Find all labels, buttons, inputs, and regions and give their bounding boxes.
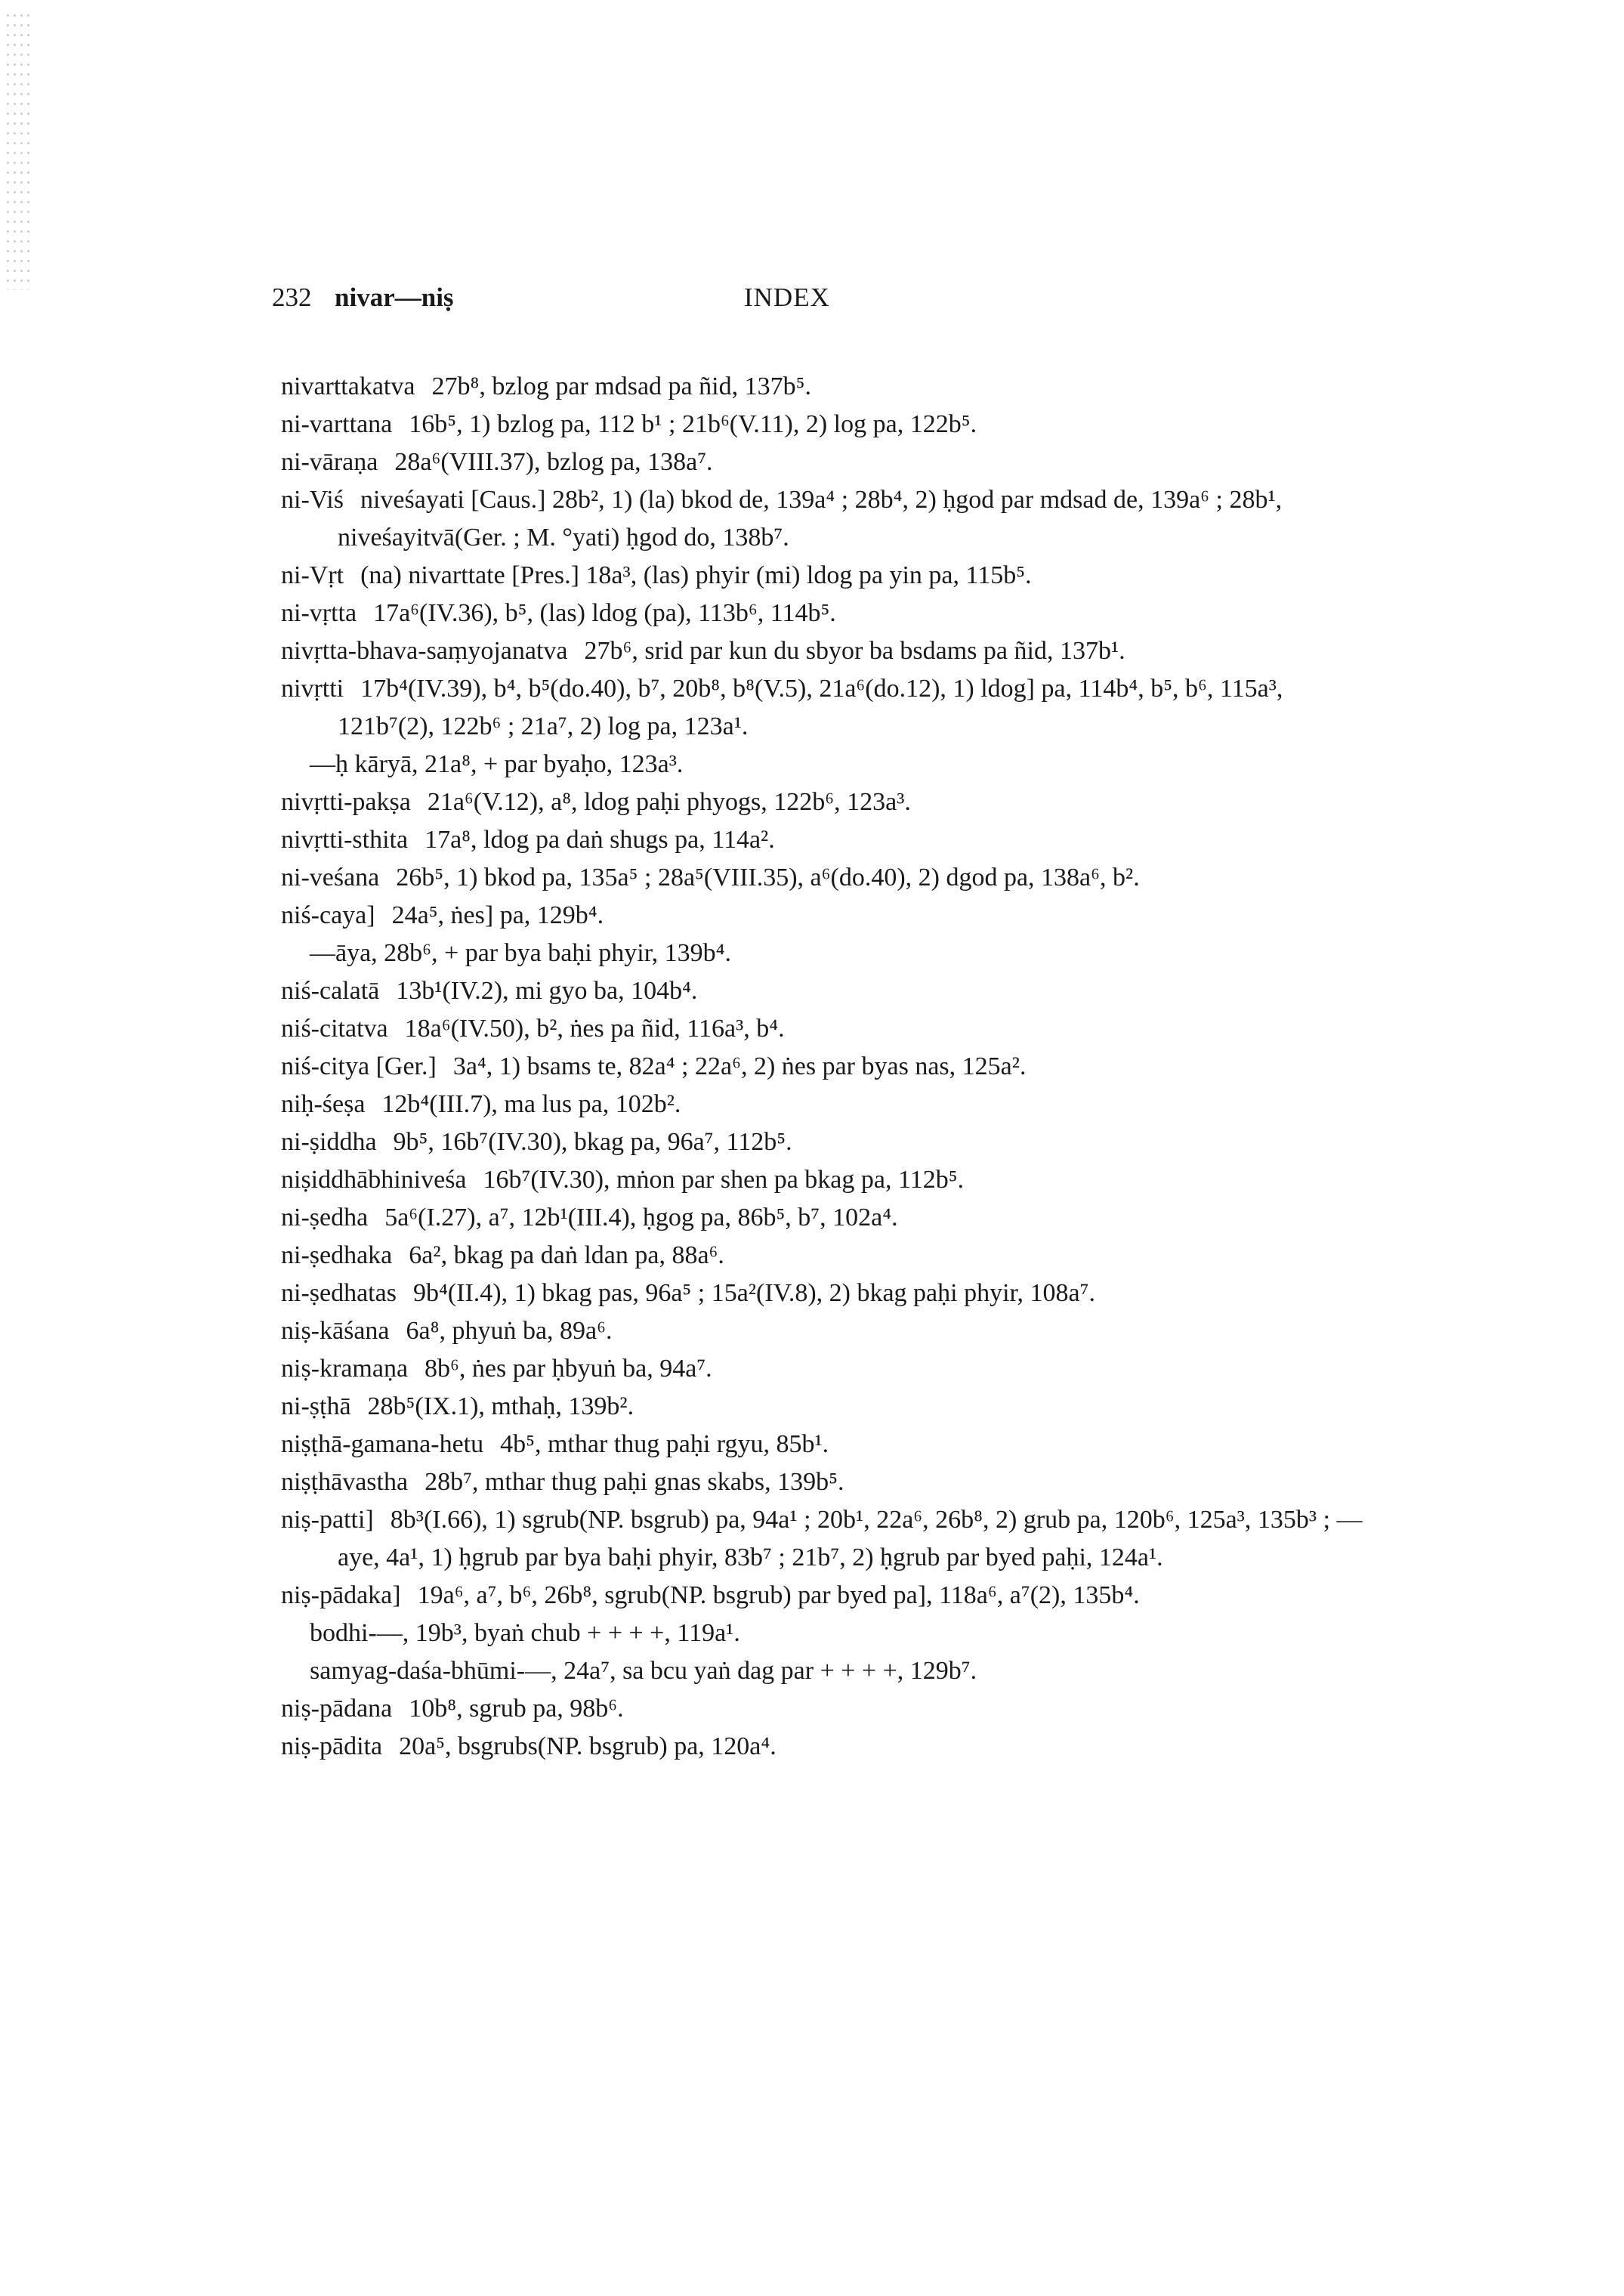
index-entry — [281, 557, 1372, 595]
entry-headword: ni-vṛtta — [281, 599, 357, 627]
entry-body: 27b⁸, bzlog par mdsad pa ñid, 137b⁵. — [431, 372, 811, 400]
index-entry — [281, 1577, 1372, 1615]
entry-body: 4b⁵, mthar thug paḥi rgyu, 85b¹. — [500, 1430, 829, 1458]
index-entry — [281, 1086, 1372, 1123]
index-entry — [281, 1350, 1372, 1388]
entry-body: 18a⁶(IV.50), b², ṅes pa ñid, 116a³, b⁴. — [404, 1015, 785, 1043]
index-entry — [281, 1048, 1372, 1086]
entry-body: 28a⁶(VIII.37), bzlog pa, 138a⁷. — [394, 448, 713, 476]
index-entry — [281, 972, 1372, 1010]
entry-headword: niś-calatā — [281, 977, 380, 1005]
entry-body: 17a⁶(IV.36), b⁵, (las) ldog (pa), 113b⁶, 114b⁵. — [373, 599, 836, 627]
entry-body: —āya, 28b⁶, + par bya baḥi phyir, 139b⁴. — [310, 939, 732, 967]
index-entry — [281, 1010, 1372, 1048]
scan-edge-artifact — [5, 11, 33, 290]
entry-body: 12b⁴(III.7), ma lus pa, 102b². — [381, 1090, 681, 1118]
page-title: INDEX — [744, 283, 830, 312]
entry-body: 5a⁶(I.27), a⁷, 12b¹(III.4), ḥgog pa, 86b⁵, b⁷, 102a⁴. — [384, 1204, 898, 1231]
entry-headword: ni-ṣṭhā — [281, 1392, 351, 1420]
entry-headword: niṣ-pādita — [281, 1732, 383, 1760]
index-entry — [281, 1275, 1372, 1312]
entry-headword: ni-ṣedhaka — [281, 1241, 393, 1269]
entry-body: 19a⁶, a⁷, b⁶, 26b⁸, sgrub(NP. bsgrub) par byed pa], 118a⁶, a⁷(2), 135b⁴. — [417, 1581, 1140, 1609]
entry-body: (na) nivarttate [Pres.] 18a³, (las) phyir (mi) ldog pa yin pa, 115b⁵. — [360, 561, 1032, 589]
entry-headword: nivṛtti-sthita — [281, 826, 409, 854]
index-entry — [281, 632, 1372, 670]
entry-body: 17b⁴(IV.39), b⁴, b⁵(do.40), b⁷, 20b⁸, b⁸(V.5), 21a⁶(do.12), 1) ldog] pa, 114b⁴, b⁵, b⁶, 115a³, 121b⁷(2), 122b⁶ ; 21a⁷, 2) log pa, 123a¹. — [338, 675, 1283, 740]
index-entry — [281, 1728, 1372, 1766]
index-entry — [281, 368, 1372, 406]
entry-headword: niṣiddhābhiniveśa — [281, 1166, 467, 1194]
entry-body: 28b⁵(IX.1), mthaḥ, 139b². — [367, 1392, 634, 1420]
index-entry — [281, 406, 1372, 443]
entry-body: 8b³(I.66), 1) sgrub(NP. bsgrub) pa, 94a¹ ; 20b¹, 22a⁶, 26b⁸, 2) grub pa, 120b⁶, 125a³, 135b³ ; —aye, 4a¹, 1) ḥgrub par bya baḥi phyir, 83b⁷ ; 21b⁷, 2) ḥgrub par byed paḥi, 124a¹. — [338, 1506, 1363, 1571]
index-entry — [281, 897, 1372, 935]
entry-body: 6a², bkag pa daṅ ldan pa, 88a⁶. — [409, 1241, 724, 1269]
index-entry — [281, 1388, 1372, 1426]
index-entry — [281, 1501, 1372, 1577]
entry-body: 6a⁸, phyuṅ ba, 89a⁶. — [406, 1317, 613, 1345]
entry-body: 16b⁷(IV.30), mṅon par shen pa bkag pa, 112b⁵. — [483, 1166, 965, 1194]
page-number: 232 — [272, 283, 312, 312]
entry-headword: ni-ṣedhatas — [281, 1279, 397, 1307]
index-entry — [281, 670, 1372, 746]
entry-body: 3a⁴, 1) bsams te, 82a⁴ ; 22a⁶, 2) ṅes par byas nas, 125a². — [452, 1052, 1027, 1080]
entry-headword: nivṛtti — [281, 675, 344, 703]
index-entry — [281, 1161, 1372, 1199]
entry-headword: niṣṭhā-gamana-hetu — [281, 1430, 484, 1458]
index-subentry — [310, 935, 1372, 972]
entry-body: —ḥ kāryā, 21a⁸, + par byaḥo, 123a³. — [310, 750, 684, 778]
entry-body: 24a⁵, ṅes] pa, 129b⁴. — [391, 901, 604, 929]
entry-headword: niś-citya [Ger.] — [281, 1052, 437, 1080]
entry-headword: nivṛtta-bhava-saṃyojanatva — [281, 637, 568, 665]
index-entry — [281, 1690, 1372, 1728]
entry-body: bodhi-—, 19b³, byaṅ chub + + + +, 119a¹. — [310, 1619, 740, 1647]
entry-headword: nivṛtti-pakṣa — [281, 788, 411, 816]
index-entry — [281, 481, 1372, 557]
entry-headword: niṣ-patti] — [281, 1506, 374, 1534]
entry-body: 20a⁵, bsgrubs(NP. bsgrub) pa, 120a⁴. — [399, 1732, 776, 1760]
entry-body: 13b¹(IV.2), mi gyo ba, 104b⁴. — [396, 977, 698, 1005]
entry-headword: niś-citatva — [281, 1015, 388, 1043]
entry-body: 27b⁶, srid par kun du sbyor ba bsdams pa ñid, 137b¹. — [584, 637, 1125, 665]
index-subentry — [310, 746, 1372, 783]
index-entry — [281, 1237, 1372, 1275]
index-entry — [281, 1463, 1372, 1501]
index-entries — [281, 368, 1372, 1766]
entry-headword: ni-Viś — [281, 486, 344, 514]
index-entry — [281, 1312, 1372, 1350]
entry-body: 28b⁷, mthar thug paḥi gnas skabs, 139b⁵. — [425, 1468, 844, 1496]
entry-body: 10b⁸, sgrub pa, 98b⁶. — [409, 1695, 624, 1723]
entry-headword: niḥ-śeṣa — [281, 1090, 366, 1118]
entry-body: 9b⁵, 16b⁷(IV.30), bkag pa, 96a⁷, 112b⁵. — [393, 1128, 792, 1156]
entry-body: 26b⁵, 1) bkod pa, 135a⁵ ; 28a⁵(VIII.35), a⁶(do.40), 2) dgod pa, 138a⁶, b². — [396, 864, 1140, 892]
index-entry — [281, 1426, 1372, 1463]
page-header — [272, 283, 1405, 319]
entry-headword: ni-vāraṇa — [281, 448, 378, 476]
entry-body: 16b⁵, 1) bzlog pa, 112 b¹ ; 21b⁶(V.11), 2) log pa, 122b⁵. — [409, 410, 977, 438]
index-entry — [281, 1199, 1372, 1237]
index-subentry — [310, 1652, 1372, 1690]
entry-body: 17a⁸, ldog pa daṅ shugs pa, 114a². — [425, 826, 775, 854]
index-entry — [281, 859, 1372, 897]
entry-headword: niṣṭhāvastha — [281, 1468, 409, 1496]
index-entry — [281, 783, 1372, 821]
entry-headword: niś-caya] — [281, 901, 375, 929]
entry-headword: ni-ṣedha — [281, 1204, 369, 1231]
entry-body: 21a⁶(V.12), a⁸, ldog paḥi phyogs, 122b⁶, 123a³. — [427, 788, 911, 816]
index-entry — [281, 443, 1372, 481]
index-entry — [281, 1123, 1372, 1161]
entry-body: 9b⁴(II.4), 1) bkag pas, 96a⁵ ; 15a²(IV.8), 2) bkag paḥi phyir, 108a⁷. — [412, 1279, 1095, 1307]
entry-headword: ni-varttana — [281, 410, 393, 438]
running-head: nivar—niṣ — [335, 283, 454, 312]
entry-headword: nivarttakatva — [281, 372, 415, 400]
entry-headword: ni-Vṛt — [281, 561, 344, 589]
entry-body: samyag-daśa-bhūmi-—, 24a⁷, sa bcu yaṅ dag par + + + +, 129b⁷. — [310, 1657, 977, 1685]
entry-headword: niṣ-pādaka] — [281, 1581, 401, 1609]
entry-body: 8b⁶, ṅes par ḥbyuṅ ba, 94a⁷. — [425, 1355, 712, 1383]
index-entry — [281, 821, 1372, 859]
entry-headword: ni-veśana — [281, 864, 380, 892]
entry-headword: niṣ-kāśana — [281, 1317, 390, 1345]
index-subentry — [310, 1615, 1372, 1652]
entry-headword: ni-ṣiddha — [281, 1128, 377, 1156]
entry-headword: niṣ-pādana — [281, 1695, 393, 1723]
entry-body: niveśayati [Caus.] 28b², 1) (la) bkod de, 139a⁴ ; 28b⁴, 2) ḥgod par mdsad de, 139a⁶ ; 28b¹, niveśayitvā(Ger. ; M. °yati) ḥgod do, 138b⁷. — [338, 486, 1283, 552]
entry-headword: niṣ-kramaṇa — [281, 1355, 409, 1383]
index-entry — [281, 595, 1372, 632]
